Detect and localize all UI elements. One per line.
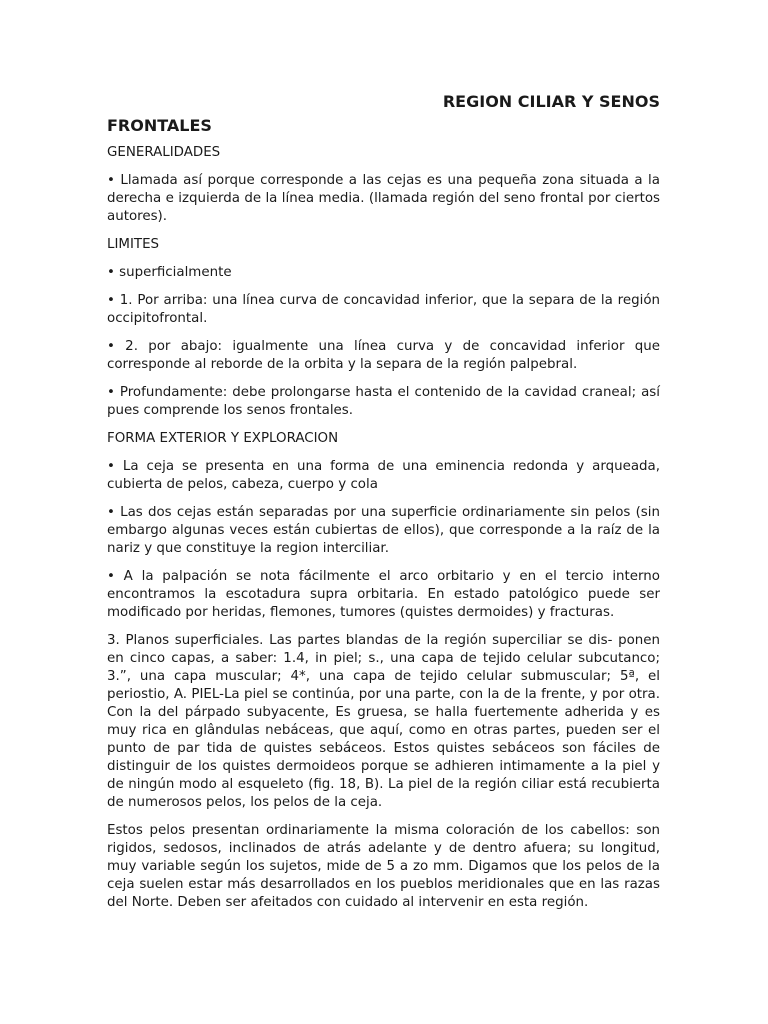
bullet-item: • superficialmente xyxy=(107,265,232,280)
section-heading-forma-exterior: FORMA EXTERIOR Y EXPLORACION xyxy=(107,431,339,446)
document-title-line2: FRONTALES xyxy=(107,116,212,135)
bullet-item: • Las dos cejas están separadas por una superficie ordinariamente sin pelos (sin embargo algunas veces están cubiertas de ellos), que corresponde a la raíz de la nariz y que constituye la region interciliar. xyxy=(107,505,660,556)
bullet-item: • La ceja se presenta en una forma de una eminencia redonda y arqueada, cubierta de pelos, cabeza, cuerpo y cola xyxy=(107,459,660,492)
section-heading-generalidades: GENERALIDADES xyxy=(107,145,221,160)
section-heading-limites: LIMITES xyxy=(107,237,160,252)
paragraph-planos-superficiales: 3. Planos superficiales. Las partes blandas de la región superciliar se dis- ponen en cinco capas, a saber: 1.4, in piel; s., una capa de tejido celular subcutanco; 3.”, una capa muscular; 4*, una capa de tejido celular submuscular; 5ª, el periostio, A. PIEL-La piel se continúa, por una parte, con la de la frente, y por otra. Con la del párpado subyacente, Es gruesa, se halla fuertemente adherida y es muy rica en glândulas nebáceas, que aquí, como en otras partes, pueden ser el punto de par tida de quistes sebáceos. Estos quistes sebáceos son fáciles de distinguir de los quistes dermoideos porque se adhieren intimamente a la piel y de ningún modo al esqueleto (fig. 18, B). La piel de la región ciliar está recubierta de numerosos pelos, los pelos de la ceja. xyxy=(107,633,660,810)
document-title-line1: REGION CILIAR Y SENOS xyxy=(442,92,660,111)
document-page xyxy=(107,90,660,922)
bullet-item: • A la palpación se nota fácilmente el arco orbitario y en el tercio interno encontramos la escotadura supra orbitaria. En estado patológico puede ser modificado por heridas, flemones, tumores (quistes dermoides) y fracturas. xyxy=(107,569,660,620)
bullet-item: • 1. Por arriba: una línea curva de concavidad inferior, que la separa de la región occipitofrontal. xyxy=(107,293,660,326)
bullet-item: • Profundamente: debe prolongarse hasta el contenido de la cavidad craneal; así pues comprende los senos frontales. xyxy=(107,385,660,418)
paragraph: • Llamada así porque corresponde a las cejas es una pequeña zona situada a la derecha e izquierda de la línea media. (llamada región del seno frontal por ciertos autores). xyxy=(107,173,660,224)
bullet-item: • 2. por abajo: igualmente una línea curva y de concavidad inferior que corresponde al reborde de la orbita y la separa de la región palpebral. xyxy=(107,339,660,372)
paragraph-pelos: Estos pelos presentan ordinariamente la misma coloración de los cabellos: son rigidos, sedosos, inclinados de atrás adelante y de dentro afuera; su longitud, muy variable según los sujetos, mide de 5 a zo mm. Digamos que los pelos de la ceja suelen estar más desarrollados en los pueblos meridionales que en las razas del Norte. Deben ser afeitados con cuidado al intervenir en esta región. xyxy=(107,823,660,910)
